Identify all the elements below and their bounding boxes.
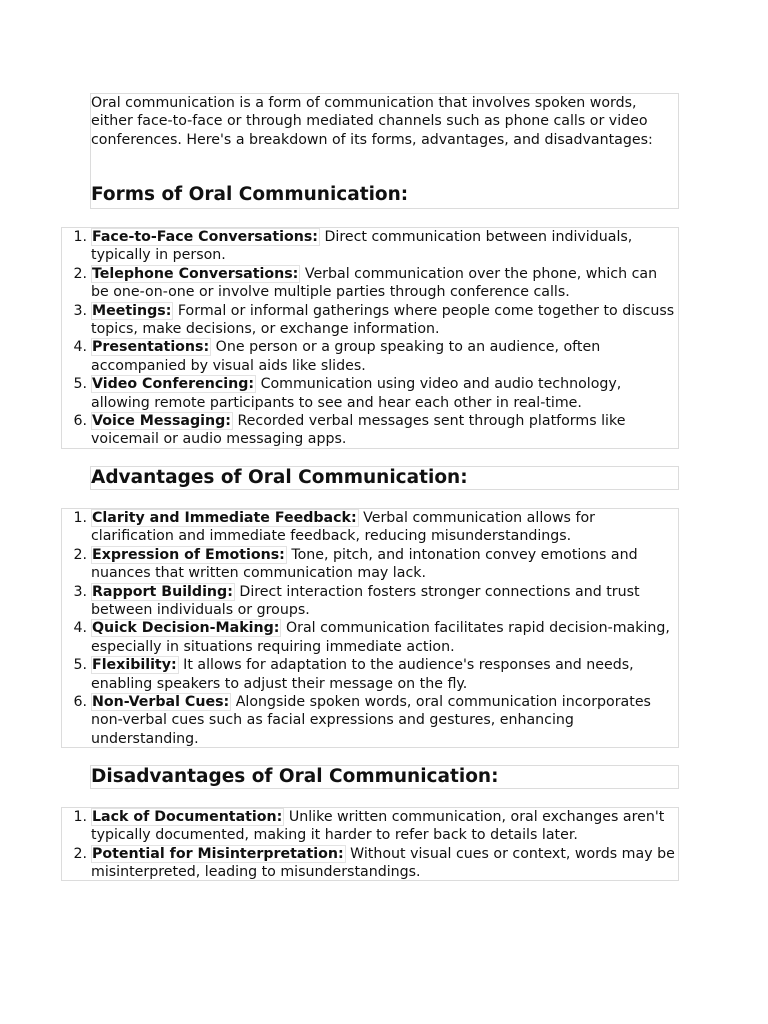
advantages-heading-block — [90, 466, 679, 490]
list-item-text: Recorded verbal messages sent through platforms like voicemail or audio messaging apps. — [91, 413, 626, 448]
list-item — [91, 375, 678, 412]
list-item — [91, 302, 678, 339]
list-item — [91, 509, 678, 546]
list-item-term: Voice Messaging: — [92, 413, 231, 430]
forms-list-block — [61, 227, 679, 449]
list-item — [91, 265, 678, 302]
intro-paragraph: Oral communication is a form of communication that involves spoken words, either face-to-face or through mediated channels such as phone calls or video conferences. Here's a breakdown of its forms, advantages, and disadvantages: — [91, 95, 653, 148]
list-item-term: Rapport Building: — [92, 583, 233, 600]
list-item-term: Potential for Misinterpretation: — [92, 845, 344, 862]
list-item-text: Communication using video and audio technology, allowing remote participants to see and hear each other in real-time. — [91, 376, 622, 411]
list-item-text: It allows for adaptation to the audience's responses and needs, enabling speakers to adjust their message on the fly. — [91, 657, 634, 692]
list-item-text: One person or a group speaking to an audience, often accompanied by visual aids like slides. — [91, 339, 601, 374]
list-item-text: Direct interaction fosters stronger connections and trust between individuals or groups. — [91, 583, 640, 619]
list-item-term: Telephone Conversations: — [92, 265, 299, 282]
list-item-text: Unlike written communication, oral exchanges aren't typically documented, making it harder to refer back to details later. — [91, 809, 665, 844]
list-item-text: Tone, pitch, and intonation convey emotions and nuances that written communication may lack. — [91, 546, 638, 582]
disadvantages-heading: Disadvantages of Oral Communication: — [91, 766, 499, 787]
list-item-text: Verbal communication over the phone, which can be one-on-one or involve multiple parties through conference calls. — [91, 265, 658, 301]
advantages-heading: Advantages of Oral Communication: — [91, 467, 468, 488]
list-item-text: Alongside spoken words, oral communication incorporates non-verbal cues such as facial expressions and gestures, enhancing understanding. — [91, 694, 651, 747]
list-item-term: Video Conferencing: — [92, 376, 255, 393]
list-item — [91, 338, 678, 375]
list-item-term: Meetings: — [92, 302, 172, 319]
list-item-text: Verbal communication allows for clarification and immediate feedback, reducing misunderstandings. — [91, 510, 595, 545]
list-item-term: Expression of Emotions: — [92, 546, 285, 563]
forms-heading: Forms of Oral Communication: — [91, 184, 409, 205]
advantages-list — [62, 509, 678, 748]
list-item-term: Lack of Documentation: — [92, 809, 283, 825]
list-item — [91, 583, 678, 620]
list-item — [91, 845, 678, 882]
list-item-term: Clarity and Immediate Feedback: — [92, 510, 357, 526]
list-item — [91, 656, 678, 693]
disadvantages-heading-block — [90, 765, 679, 789]
list-item-text: Direct communication between individuals, typically in person. — [91, 229, 633, 264]
list-item-term: Face-to-Face Conversations: — [92, 229, 318, 245]
list-item-text: Without visual cues or context, words may be misinterpreted, leading to misunderstandings. — [91, 845, 675, 881]
list-item-term: Non-Verbal Cues: — [92, 694, 230, 711]
list-item — [91, 693, 678, 748]
advantages-list-block — [61, 508, 679, 748]
list-item — [91, 808, 678, 845]
intro-block — [90, 93, 679, 209]
list-item — [91, 546, 678, 583]
list-item — [91, 228, 678, 265]
forms-list — [62, 228, 678, 449]
list-item — [91, 412, 678, 449]
list-item-term: Quick Decision-Making: — [92, 620, 280, 637]
list-item-term: Presentations: — [92, 339, 210, 356]
list-item-text: Oral communication facilitates rapid decision-making, especially in situations requiring immediate action. — [91, 620, 670, 655]
list-item — [91, 619, 678, 656]
list-item-text: Formal or informal gatherings where people come together to discuss topics, make decisions, or exchange information. — [91, 302, 675, 338]
list-item-term: Flexibility: — [92, 657, 177, 674]
disadvantages-list — [62, 808, 678, 882]
disadvantages-list-block — [61, 807, 679, 881]
